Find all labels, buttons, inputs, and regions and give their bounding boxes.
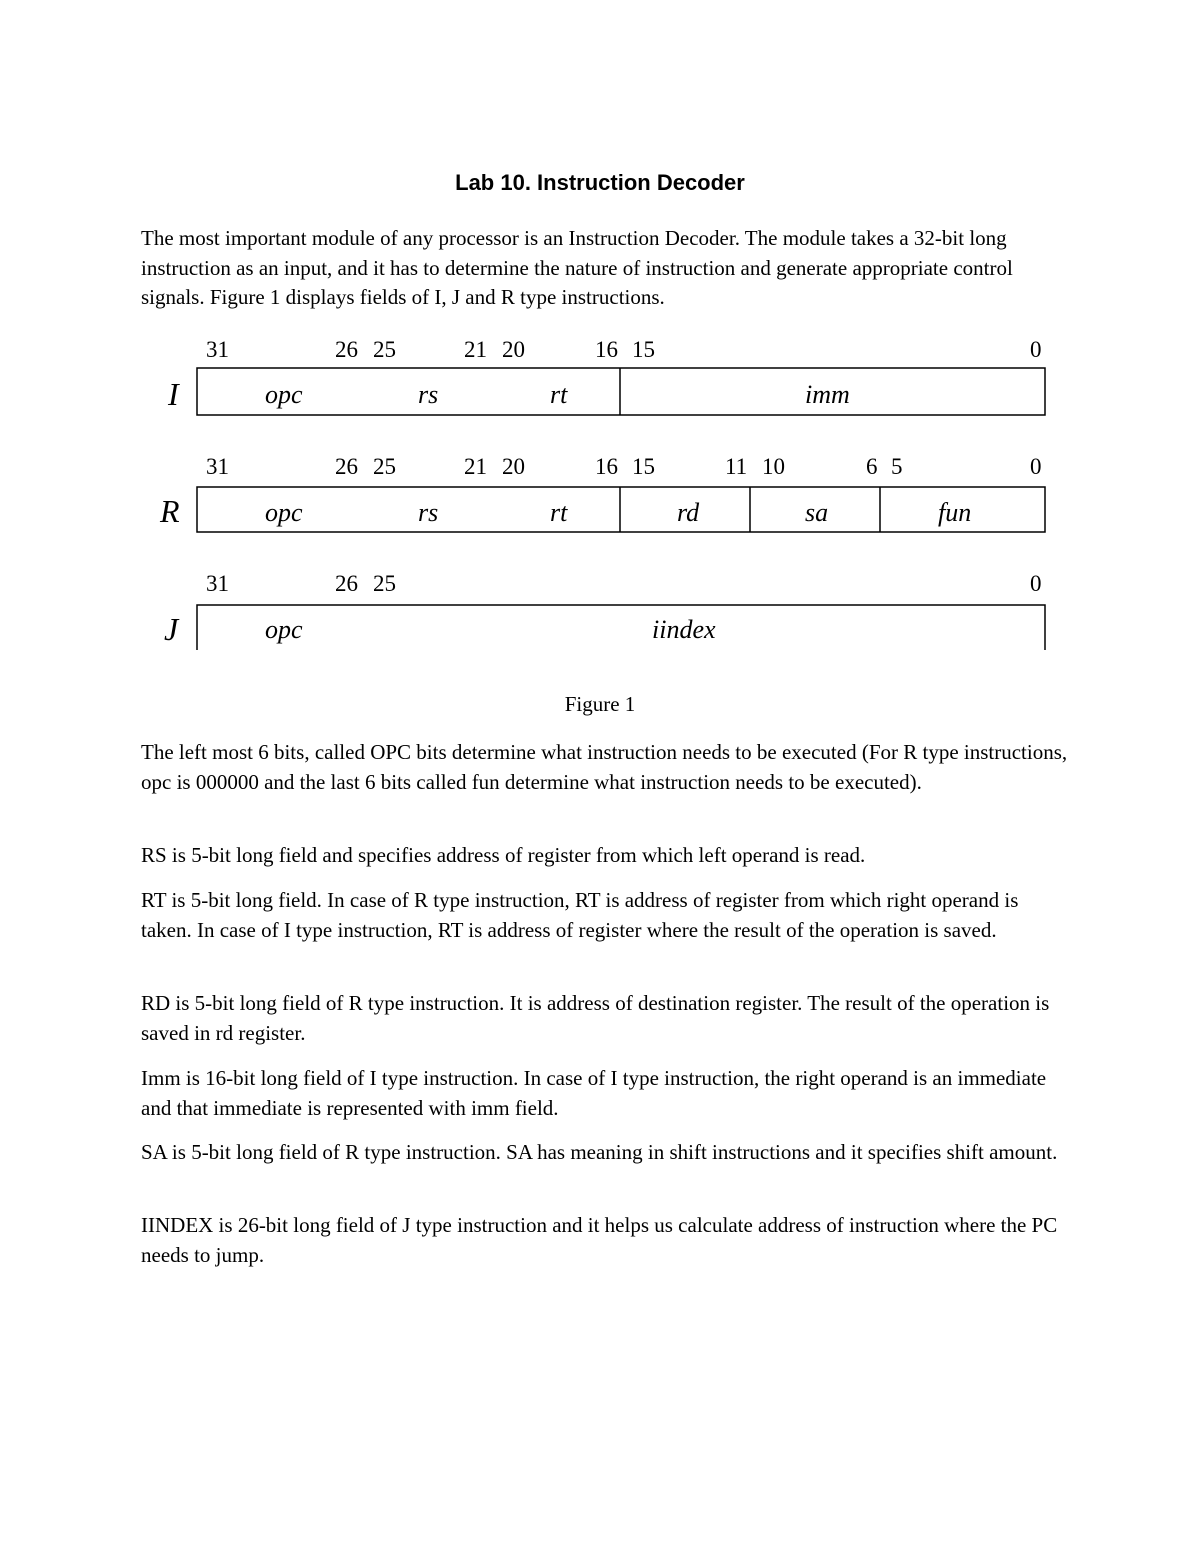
bit-label: 6 (866, 454, 878, 479)
r-type-box (197, 487, 1045, 532)
opc-paragraph: The left most 6 bits, called OPC bits determine what instruction needs to be executed (For R type instructions, opc is 000000 and the last 6 bits called fun determine what instruction needs to be executed). (141, 740, 1068, 794)
field-opc: opc (265, 615, 303, 644)
rt-paragraph: RT is 5-bit long field. In case of R type instruction, RT is address of register from which right operand is taken. In case of I type instruction, RT is address of register where the result of the operation is saved. (141, 888, 1019, 942)
bit-label: 11 (725, 454, 748, 479)
bit-label: 25 (373, 571, 396, 596)
intro-paragraph: The most important module of any processor is an Instruction Decoder. The module takes a 32-bit long instruction as an input, and it has to determine the nature of instruction and generate appropriate control signals. Figure 1 displays fields of I, J and R type instructions. (141, 226, 1013, 309)
r-type-format (159, 454, 1045, 532)
field-rs: rs (418, 498, 439, 527)
bit-label: 0 (1030, 337, 1042, 362)
sa-paragraph: SA is 5-bit long field of R type instruction. SA has meaning in shift instructions and it specifies shift amount. (141, 1140, 1058, 1164)
field-opc: opc (265, 380, 303, 409)
type-label-r: R (160, 493, 180, 529)
bit-label: 26 (335, 571, 358, 596)
figure-caption: Figure 1 (564, 692, 636, 716)
j-type-format (164, 571, 1045, 650)
bit-label: 26 (335, 337, 358, 362)
bit-label: 20 (502, 454, 525, 479)
bit-label: 15 (632, 454, 655, 479)
bit-label: 20 (502, 337, 525, 362)
field-rs: rs (418, 380, 439, 409)
bit-label: 16 (595, 337, 618, 362)
bit-label: 31 (206, 571, 229, 596)
bit-label: 10 (762, 454, 785, 479)
bit-label: 16 (595, 454, 618, 479)
i-type-box (197, 368, 1045, 415)
field-fun: fun (938, 498, 972, 527)
bit-label: 26 (335, 454, 358, 479)
bit-label: 25 (373, 454, 396, 479)
field-rt: rt (550, 380, 568, 409)
field-opc: opc (265, 498, 303, 527)
field-rd: rd (677, 498, 700, 527)
bit-label: 31 (206, 454, 229, 479)
rs-paragraph: RS is 5-bit long field and specifies address of register from which left operand is read. (141, 843, 866, 867)
bit-label: 0 (1030, 571, 1042, 596)
instruction-format-figure (0, 0, 1200, 670)
rd-paragraph: RD is 5-bit long field of R type instruction. It is address of destination register. The result of the operation is saved in rd register. (141, 991, 1050, 1045)
bit-label: 21 (464, 454, 487, 479)
bit-label: 25 (373, 337, 396, 362)
imm-paragraph: Imm is 16-bit long field of I type instruction. In case of I type instruction, the right operand is an immediate and that immediate is represented with imm field. (141, 1066, 1047, 1120)
field-iindex: iindex (652, 615, 716, 644)
type-label-j: J (164, 611, 179, 647)
bit-label: 5 (891, 454, 903, 479)
type-label-i: I (168, 376, 179, 412)
page-title: Lab 10. Instruction Decoder (455, 170, 745, 195)
i-type-format (167, 337, 1045, 415)
field-sa: sa (805, 498, 829, 527)
bit-label: 21 (464, 337, 487, 362)
bit-label: 31 (206, 337, 229, 362)
j-type-box (197, 605, 1045, 650)
bit-label: 15 (632, 337, 655, 362)
field-imm: imm (805, 380, 850, 409)
bit-label: 0 (1030, 454, 1042, 479)
iindex-paragraph: IINDEX is 26-bit long field of J type instruction and it helps us calculate address of instruction where the PC needs to jump. (141, 1213, 1058, 1267)
field-rt: rt (550, 498, 568, 527)
